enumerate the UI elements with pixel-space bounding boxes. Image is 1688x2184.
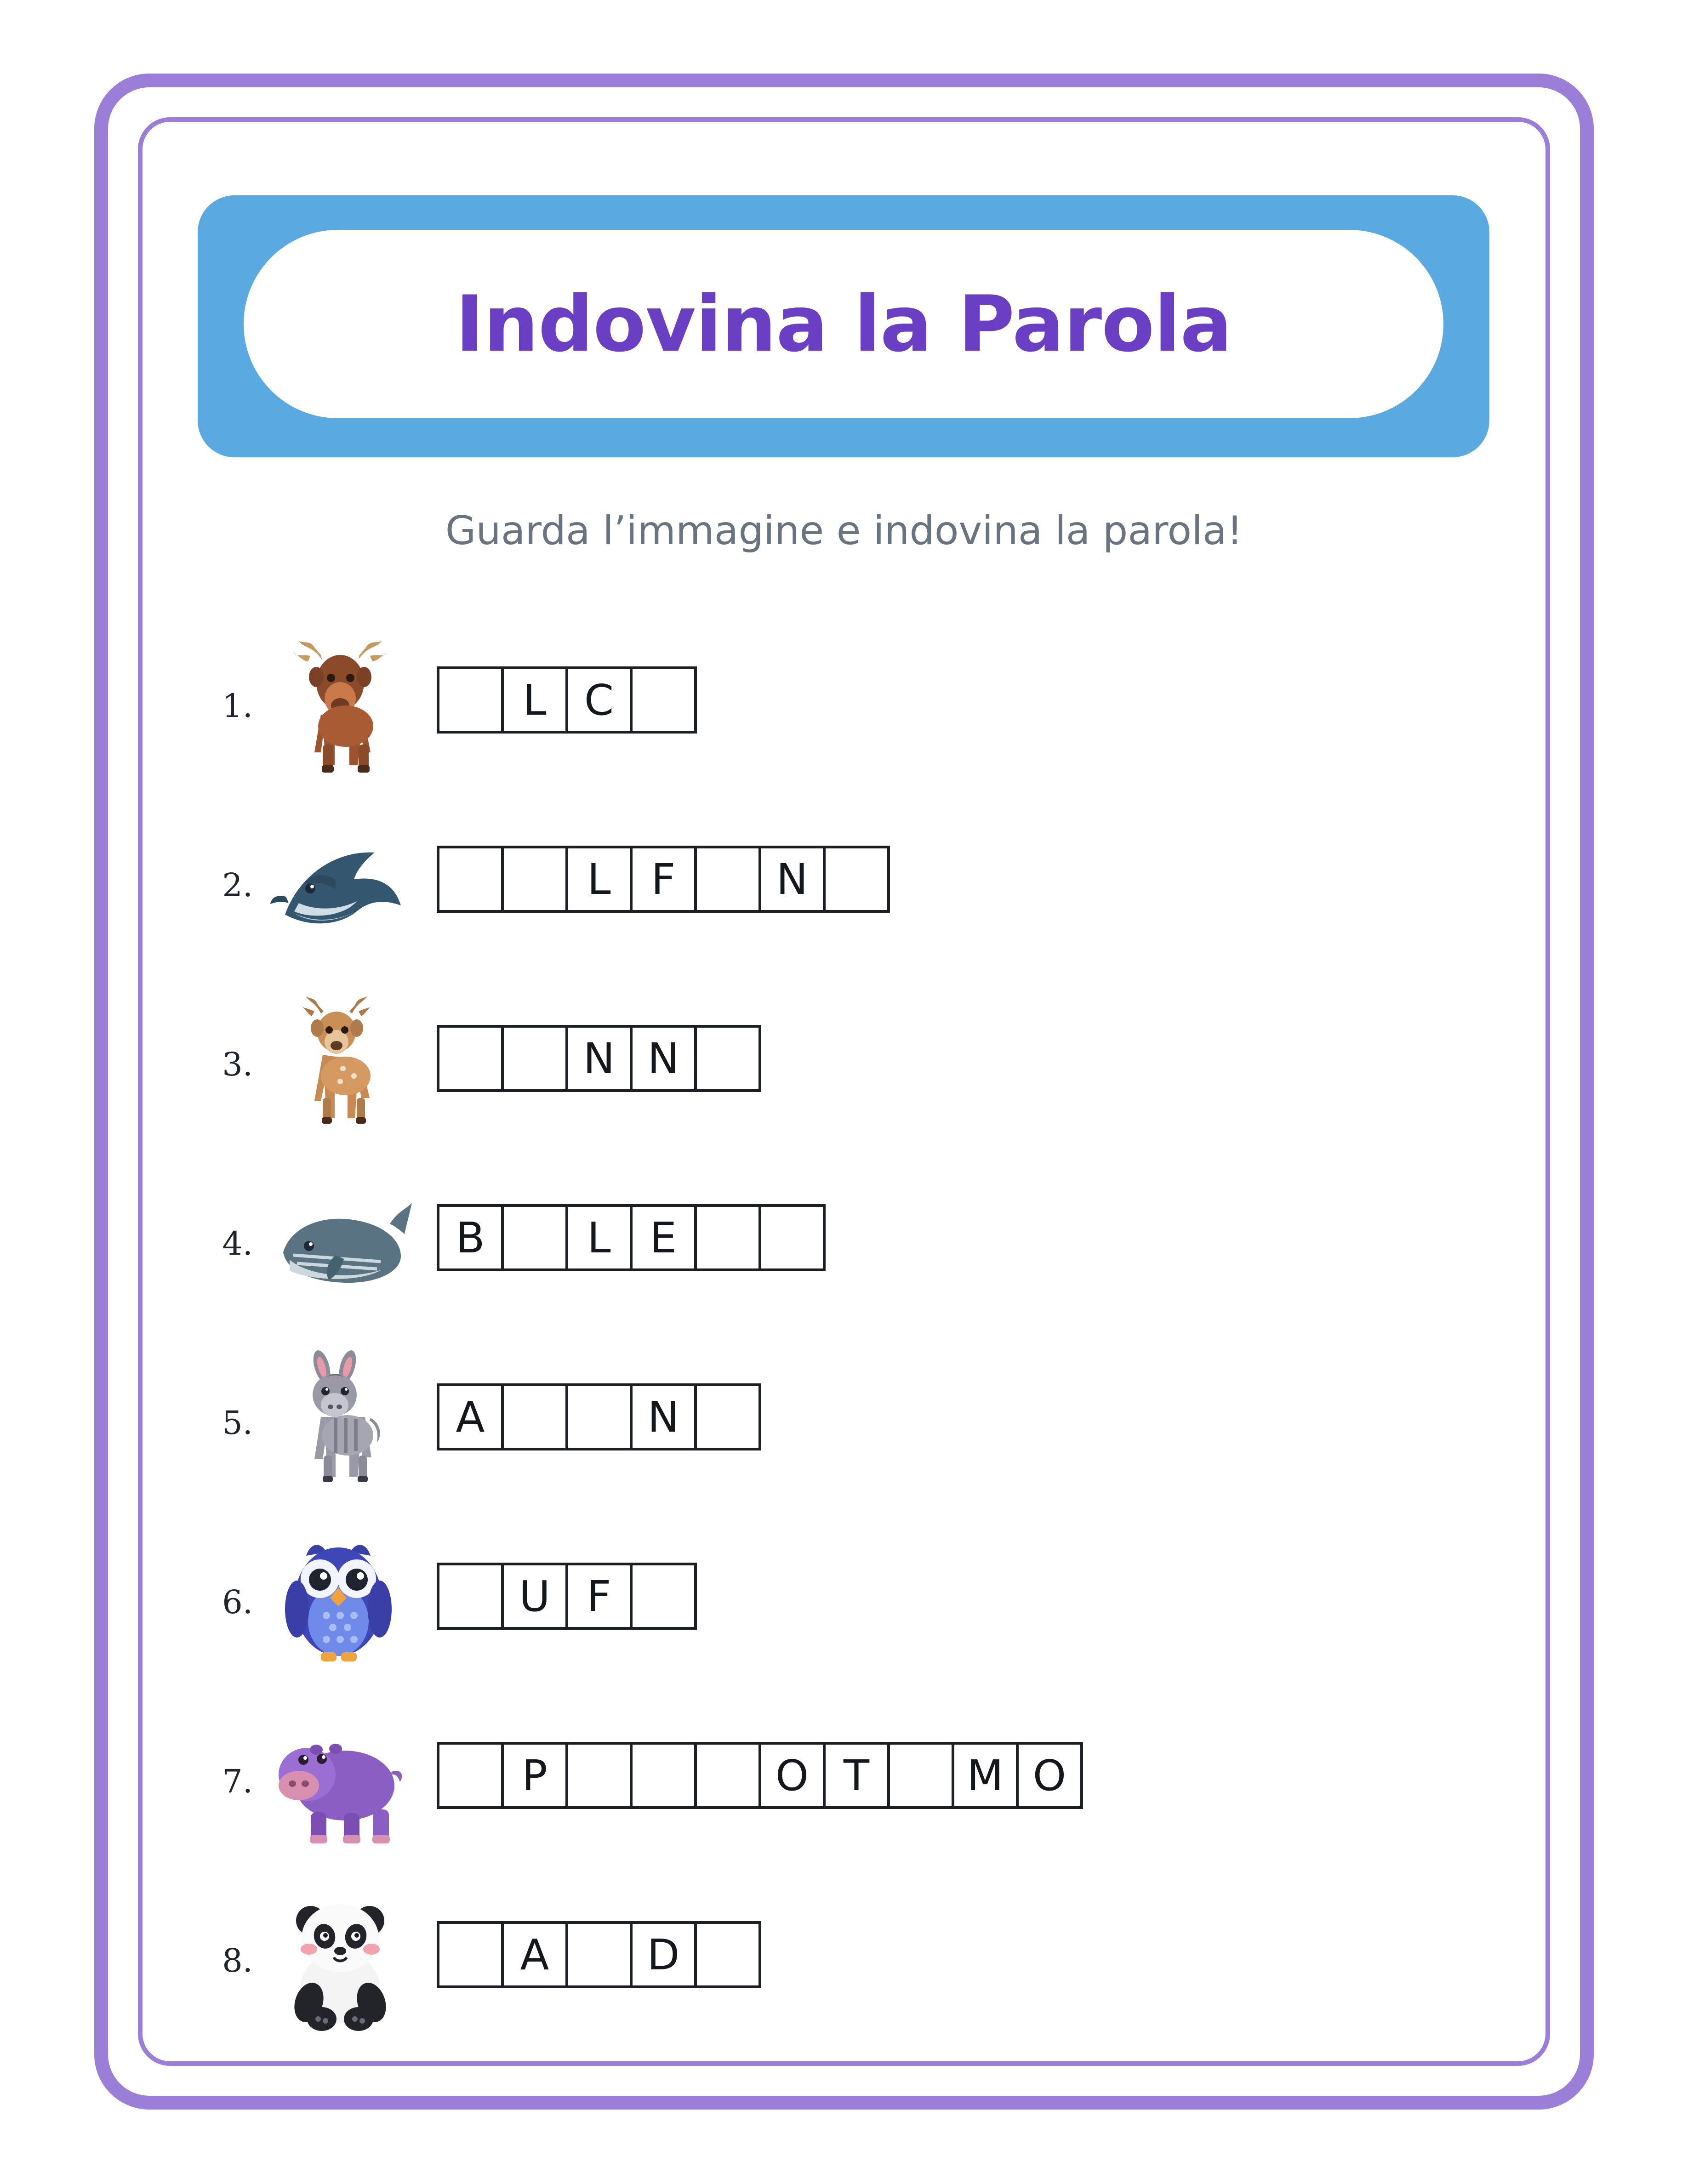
letter-cell[interactable] — [501, 1025, 568, 1092]
title-pill — [244, 230, 1443, 418]
list-item — [202, 1335, 1489, 1514]
whale-icon — [267, 1165, 418, 1321]
letter-cell[interactable] — [437, 1921, 504, 1988]
moose-icon — [267, 627, 418, 784]
dolphin-icon — [267, 807, 418, 963]
letter-cell[interactable]: A — [501, 1921, 568, 1988]
item-number: 2. — [222, 866, 253, 904]
letter-cell[interactable] — [437, 846, 504, 913]
letter-cell[interactable] — [565, 1921, 633, 1988]
answer-boxes[interactable] — [437, 1563, 697, 1630]
letter-cell[interactable]: B — [437, 1204, 504, 1271]
list-item — [202, 618, 1489, 797]
question-list — [202, 618, 1489, 2052]
item-number: 4. — [222, 1225, 253, 1263]
letter-cell[interactable]: N — [565, 1025, 633, 1092]
answer-boxes[interactable] — [437, 666, 697, 734]
letter-cell[interactable]: C — [565, 666, 633, 734]
letter-cell[interactable]: L — [565, 1204, 633, 1271]
deer-icon — [267, 986, 418, 1142]
item-number: 7. — [222, 1763, 253, 1800]
letter-cell[interactable]: N — [630, 1025, 697, 1092]
page-title: Indovina la Parola — [455, 279, 1232, 369]
letter-cell[interactable]: A — [437, 1383, 504, 1450]
item-number: 5. — [222, 1404, 253, 1442]
instructions-text: Guarda l’immagine e indovina la parola! — [445, 508, 1243, 554]
letter-cell[interactable] — [437, 1025, 504, 1092]
list-item — [202, 1873, 1489, 2052]
answer-boxes[interactable] — [437, 1025, 761, 1092]
owl-icon — [267, 1524, 418, 1680]
item-number: 1. — [222, 687, 253, 725]
letter-cell[interactable] — [437, 666, 504, 734]
letter-cell[interactable]: M — [952, 1742, 1019, 1809]
letter-cell[interactable]: L — [501, 666, 568, 734]
item-number: 8. — [222, 1942, 253, 1979]
letter-cell[interactable]: N — [630, 1383, 697, 1450]
hippo-icon — [267, 1703, 418, 1859]
letter-cell[interactable] — [823, 846, 890, 913]
donkey-icon — [267, 1344, 418, 1501]
letter-cell[interactable] — [758, 1204, 826, 1271]
list-item — [202, 977, 1489, 1156]
letter-cell[interactable] — [630, 1563, 697, 1630]
letter-cell[interactable] — [694, 1025, 761, 1092]
letter-cell[interactable] — [887, 1742, 954, 1809]
answer-boxes[interactable] — [437, 846, 890, 913]
list-item — [202, 797, 1489, 977]
item-number: 3. — [222, 1046, 253, 1083]
letter-cell[interactable] — [565, 1742, 633, 1809]
letter-cell[interactable] — [437, 1742, 504, 1809]
letter-cell[interactable]: F — [565, 1563, 633, 1630]
letter-cell[interactable] — [694, 1204, 761, 1271]
letter-cell[interactable]: U — [501, 1563, 568, 1630]
letter-cell[interactable]: P — [501, 1742, 568, 1809]
list-item — [202, 1156, 1489, 1335]
letter-cell[interactable] — [501, 1383, 568, 1450]
letter-cell[interactable]: O — [1016, 1742, 1083, 1809]
letter-cell[interactable] — [694, 1383, 761, 1450]
answer-boxes[interactable] — [437, 1742, 1083, 1809]
letter-cell[interactable] — [437, 1563, 504, 1630]
answer-boxes[interactable] — [437, 1921, 761, 1988]
panda-icon — [267, 1882, 418, 2038]
letter-cell[interactable]: F — [630, 846, 697, 913]
item-number: 6. — [222, 1583, 253, 1621]
letter-cell[interactable] — [501, 1204, 568, 1271]
letter-cell[interactable] — [630, 666, 697, 734]
letter-cell[interactable] — [694, 1742, 761, 1809]
letter-cell[interactable]: L — [565, 846, 633, 913]
letter-cell[interactable]: T — [823, 1742, 890, 1809]
answer-boxes[interactable] — [437, 1204, 826, 1271]
letter-cell[interactable]: E — [630, 1204, 697, 1271]
list-item — [202, 1514, 1489, 1694]
letter-cell[interactable] — [694, 1921, 761, 1988]
letter-cell[interactable] — [565, 1383, 633, 1450]
letter-cell[interactable]: N — [758, 846, 826, 913]
letter-cell[interactable] — [694, 846, 761, 913]
letter-cell[interactable] — [630, 1742, 697, 1809]
list-item — [202, 1694, 1489, 1873]
letter-cell[interactable]: D — [630, 1921, 697, 1988]
letter-cell[interactable]: O — [758, 1742, 826, 1809]
letter-cell[interactable] — [501, 846, 568, 913]
answer-boxes[interactable] — [437, 1383, 761, 1450]
